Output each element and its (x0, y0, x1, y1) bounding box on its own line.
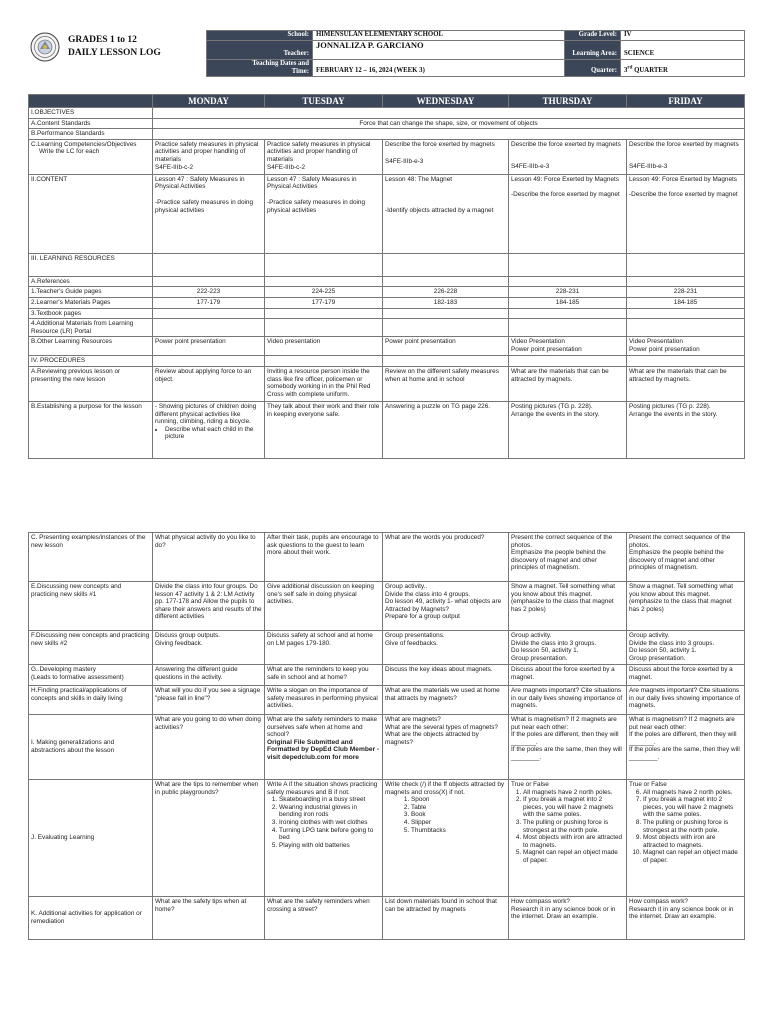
dates-value: FEBRUARY 12 – 16, 2024 (WEEK 3) (313, 59, 565, 76)
tg-pages-thursday: 228-231 (509, 287, 627, 298)
empty-cell (509, 253, 627, 276)
performance-standards-cell (153, 129, 745, 140)
evaluating-label: J. Evaluating Learning (29, 780, 153, 897)
table-row (29, 665, 745, 686)
empty-cell (627, 356, 745, 367)
content-standards-label: A.Content Standards (29, 118, 153, 129)
content-friday (627, 174, 745, 253)
tg-pages-monday: 222-223 (153, 287, 265, 298)
eval-item: 5. Thumbtacks (411, 827, 506, 835)
other-resources-wednesday: Power point presentation (383, 337, 509, 356)
empty-cell (383, 356, 509, 367)
applications-thursday: Are magnets important? Cite situations in our daily lives showing importance of magnets. (509, 686, 627, 715)
review-thursday: What are the materials that can be attracted by magnets. (509, 366, 627, 401)
eval-item: 3. Book (411, 811, 506, 819)
empty-cell (153, 356, 265, 367)
competencies-label-line2: Write the LC for each (39, 148, 100, 156)
learning-resources-label: III. LEARNING RESOURCES (29, 253, 153, 276)
grade-label: Grade Level: (565, 31, 621, 41)
table-row (29, 897, 745, 940)
evaluating-wednesday (383, 780, 509, 897)
eval-item: 4. Slipper (411, 819, 506, 827)
additional-materials-label: 4.Additional Materials from Learning Resource (LR) Portal (29, 319, 153, 337)
lm-pages-label: 2.Learner's Materials Pages (29, 297, 153, 308)
empty-cell (265, 308, 383, 319)
content-label: II.CONTENT (29, 174, 153, 253)
other-resources-friday: Video Presentation Power point presentation (627, 337, 745, 356)
empty-cell (627, 253, 745, 276)
applications-wednesday: What are the materials we used at home that attracts by magnets? (383, 686, 509, 715)
lesson-detail: -Describe the force exerted by magnet (511, 191, 620, 199)
eval-item: 4. Most objects with iron are attracted to magnets. (523, 834, 624, 849)
discuss1-wednesday: Group activity.. Divide the class into 4 groups. Do lesson 49, activity 1- what objects are Attracted by Magnets? Prepare for a group output (383, 582, 509, 631)
competencies-label (29, 139, 153, 174)
empty-cell (265, 319, 383, 337)
evaluating-friday (627, 780, 745, 897)
lesson-title: Lesson 47 : Safety Measures in Physical Activities (155, 175, 245, 191)
discuss1-label: E.Discussing new concepts and practicing new skills #1 (29, 582, 153, 631)
empty-cell (265, 276, 383, 287)
deped-seal-icon (30, 32, 60, 62)
tg-pages-label: 1.Teacher's Guide pages (29, 287, 153, 298)
other-resources-tuesday: Video presentation (265, 337, 383, 356)
lm-pages-monday: 177-179 (153, 297, 265, 308)
review-label: A.Reviewing previous lesson or presenting the new lesson (29, 366, 153, 401)
tg-pages-tuesday: 224-225 (265, 287, 383, 298)
table-row (29, 297, 745, 308)
school-label: School: (207, 31, 313, 41)
log-title: GRADES 1 to 12 (68, 35, 137, 45)
lesson-detail: -Describe the force exerted by magnet (629, 191, 738, 199)
eval-item: 4. Turning LPG tank before going to bed (279, 827, 380, 842)
lesson-detail: -Identify objects attracted by a magnet (385, 207, 494, 215)
mastery-monday: Answering the different guide questions in the activity. (153, 665, 265, 686)
competency-text: Practice safety measures in physical activities and proper handling of materials (267, 140, 371, 163)
additional-tuesday: What are the safety reminders when crossing a street? (265, 897, 383, 940)
area-label: Learning Area: (565, 40, 621, 59)
day-friday: FRIDAY (627, 95, 745, 108)
purpose-friday: Posting pictures (TG p. 228). Arrange the events in the story. (627, 401, 745, 458)
lesson-detail: -Practice safety measures in doing physical activities (155, 198, 254, 214)
empty-cell (509, 319, 627, 337)
discuss2-friday: Group activity. Divide the class into 3 groups. Do lesson 50, activity 1. Group presentation. (627, 631, 745, 665)
teacher-label: Teacher: (207, 40, 313, 59)
lesson-title: Lesson 49: Force Exerted by Magnets (629, 175, 737, 183)
eval-instructions: Write A if the situation shows practicing safety measures and B if not. (267, 781, 378, 796)
table-row (29, 308, 745, 319)
generalization-monday: What are you going to do when doing activities? (153, 715, 265, 780)
quarter-text: 3rd QUARTER (624, 65, 668, 74)
applications-monday: What will you do if you see a signage "please fall in line"? (153, 686, 265, 715)
competency-code: S4FE-IIIb-e-3 (629, 163, 668, 171)
school-value: HIMENSULAN ELEMENTARY SCHOOL (313, 31, 565, 41)
evaluating-monday: What are the tips to remember when in public playgrounds? (153, 780, 265, 897)
evaluating-thursday (509, 780, 627, 897)
dates-label-line1: Teaching Dates and (252, 59, 309, 67)
table-row (29, 108, 745, 119)
empty-cell (153, 308, 265, 319)
day-header-row (29, 95, 745, 108)
generalization-thursday: What is magnetism? If 2 magnets are put near each other: If the poles are different, then they will _______. If the poles are the same, then they will ________. (509, 715, 627, 780)
empty-cell (153, 253, 265, 276)
area-value: SCIENCE (621, 40, 745, 59)
mastery-tuesday: What are the reminders to keep you safe in school and at home? (265, 665, 383, 686)
content-thursday (509, 174, 627, 253)
lesson-title: Lesson 47 : Safety Measures in Physical Activities (267, 175, 357, 191)
competency-thursday (509, 139, 627, 174)
competency-code: S4FE-IIIb-c-2 (267, 163, 305, 171)
watermark-text: Original File Submitted and Formatted by DepEd Club Member - visit depedclub.com for more (267, 738, 380, 761)
table-row (29, 253, 745, 276)
empty-cell (509, 356, 627, 367)
lesson-title: Lesson 49: Force Exerted by Magnets (511, 175, 619, 183)
additional-wednesday: List down materials found in school that can be attracted by magnets (383, 897, 509, 940)
additional-label: K. Additional activities for application or remediation (29, 897, 153, 940)
objectives-label: I.OBJECTIVES (29, 108, 153, 119)
performance-standards-label: B.Performance Standards (29, 129, 153, 140)
day-monday: MONDAY (153, 95, 265, 108)
generalization-label: I. Making generalizations and abstractions about the lesson (29, 715, 153, 780)
applications-tuesday: Write a slogan on the importance of safety measures in performing physical activities. (265, 686, 383, 715)
day-header-blank (29, 95, 153, 108)
day-tuesday: TUESDAY (265, 95, 383, 108)
mastery-friday: Discuss about the force exerted by a magnet. (627, 665, 745, 686)
mastery-label: G..Developing mastery (Leads to formative assessment) (29, 665, 153, 686)
presenting-label: C. Presenting examples/instances of the new lesson (29, 533, 153, 582)
empty-cell (627, 276, 745, 287)
discuss1-monday: Divide the class into four groups. Do lesson 47 activity 1 & 2: LM Activity pp. 177-178 and Allow the pupils to share their answers and results of the different activities (153, 582, 265, 631)
lesson-log-table-part1 (28, 94, 745, 459)
competency-text: Describe the force exerted by magnets (385, 140, 495, 148)
eval-item: 2. If you break a magnet into 2 pieces, you will have 2 magnets with the same poles. (523, 796, 624, 819)
discuss2-wednesday: Group presentations. Give of feedbacks. (383, 631, 509, 665)
empty-cell (627, 319, 745, 337)
presenting-thursday: Present the correct sequence of the photos. Emphasize the people behind the discovery of magnet and other principles of magnetism. (509, 533, 627, 582)
dates-label-line2: Time: (291, 67, 309, 75)
content-wednesday (383, 174, 509, 253)
table-row (29, 533, 745, 582)
log-subtitle: DAILY LESSON LOG (68, 48, 161, 58)
discuss2-monday: Discuss group outputs. Giving feedback. (153, 631, 265, 665)
table-row (29, 337, 745, 356)
generalization-tuesday (265, 715, 383, 780)
table-row (29, 631, 745, 665)
references-label: A.References (29, 276, 153, 287)
purpose-thursday: Posting pictures (TG p. 228). Arrange the events in the story. (509, 401, 627, 458)
purpose-text: - Showing pictures of children doing different physical activities like running, climbing, riding a bicycle. (155, 402, 257, 426)
empty-cell (627, 308, 745, 319)
header-info-table (206, 30, 745, 77)
lm-pages-wednesday: 182-183 (383, 297, 509, 308)
table-row (29, 401, 745, 458)
eval-item: 6. All magnets have 2 north poles. (643, 789, 742, 797)
applications-friday: Are magnets important? Cite situations in our daily lives showing importance of magnets. (627, 686, 745, 715)
empty-cell (383, 319, 509, 337)
eval-item: 7. If you break a magnet into 2 pieces, you will have 2 magnets with the same poles. (643, 796, 742, 819)
competency-code: S4FE-IIIb-e-3 (511, 163, 550, 171)
eval-item: 1. Spoon (411, 796, 506, 804)
quarter-value (621, 59, 745, 76)
day-thursday: THURSDAY (509, 95, 627, 108)
empty-cell (383, 253, 509, 276)
lesson-detail: -Practice safety measures in doing physical activities (267, 198, 366, 214)
competency-friday (627, 139, 745, 174)
eval-item: 5. Magnet can repel an object made of paper. (523, 849, 624, 864)
eval-item: 2. Table (411, 804, 506, 812)
mastery-wednesday: Discuss the key ideas about magnets. (383, 665, 509, 686)
other-resources-monday: Power point presentation (153, 337, 265, 356)
empty-cell (265, 253, 383, 276)
purpose-label: B.Establishing a purpose for the lesson (29, 401, 153, 458)
table-row (29, 139, 745, 174)
grade-value: IV (621, 31, 745, 41)
table-row (29, 118, 745, 129)
eval-item: 1. All magnets have 2 north poles. (523, 789, 624, 797)
review-monday: Review about applying force to an object. (153, 366, 265, 401)
procedures-label: IV. PROCEDURES (29, 356, 153, 367)
day-wednesday: WEDNESDAY (383, 95, 509, 108)
generalization-text: What are the safety reminders to make ourselves safe when at home and school? (267, 716, 378, 739)
additional-thursday: How compass work? Research it in any science book or in the internet. Draw an example. (509, 897, 627, 940)
eval-item: 3. Ironing clothes with wet clothes (279, 819, 380, 827)
textbook-pages-label: 3.Textbook pages (29, 308, 153, 319)
discuss1-friday: Show a magnet. Tell something what you know about this magnet. (emphasize to the class that magnet has 2 poles) (627, 582, 745, 631)
empty-cell (509, 276, 627, 287)
discuss2-tuesday: Discuss safety at school and at home on LM pages 179-180. (265, 631, 383, 665)
competency-tuesday (265, 139, 383, 174)
applications-label: H.Finding practical/applications of concepts and skills in daily living (29, 686, 153, 715)
table-row (29, 287, 745, 298)
competency-text: Practice safety measures in physical activities and proper handling of materials (155, 140, 259, 163)
table-row (29, 366, 745, 401)
empty-cell (153, 276, 265, 287)
purpose-bullet: • Describe what each child in the picture (165, 426, 262, 441)
dates-label (207, 59, 313, 76)
eval-item: 9. Most objects with iron are attracted to magnets. (643, 834, 742, 849)
tg-pages-wednesday: 226-228 (383, 287, 509, 298)
table-row (29, 582, 745, 631)
quarter-label: Quarter: (565, 59, 621, 76)
empty-cell (383, 308, 509, 319)
tg-pages-friday: 228-231 (627, 287, 745, 298)
table-row (29, 129, 745, 140)
lm-pages-friday: 184-185 (627, 297, 745, 308)
eval-item: 2. Wearing industrial gloves in bending iron rods (279, 804, 380, 819)
review-wednesday: Review on the different safety measures when at home and in school (383, 366, 509, 401)
empty-cell (383, 276, 509, 287)
competency-text: Describe the force exerted by magnets (511, 140, 621, 148)
table-row (29, 276, 745, 287)
table-row (29, 356, 745, 367)
competency-text: Describe the force exerted by magnets (629, 140, 739, 148)
table-row (29, 319, 745, 337)
review-tuesday: Inviting a resource person inside the class like fire officer, policemen or somebody working in in the Phil Red Cross with complete uniform. (265, 366, 383, 401)
lm-pages-thursday: 184-185 (509, 297, 627, 308)
additional-monday: What are the safety tips when at home? (153, 897, 265, 940)
eval-item: 5. Playing with old batteries (279, 842, 380, 850)
eval-item: 1. Skateboarding in a busy street (279, 796, 380, 804)
empty-cell (509, 308, 627, 319)
lesson-title: Lesson 48: The Magnet (385, 175, 453, 183)
empty-cell (265, 356, 383, 367)
competency-code: S4FE-IIIb-c-2 (155, 163, 193, 171)
eval-instructions: True or False (511, 781, 549, 788)
purpose-monday (153, 401, 265, 458)
lm-pages-tuesday: 177-179 (265, 297, 383, 308)
table-row (29, 715, 745, 780)
presenting-monday: What physical activity do you like to do? (153, 533, 265, 582)
eval-instructions: True or False (629, 781, 667, 788)
presenting-friday: Present the correct sequence of the photos. Emphasize the people behind the discovery of magnet and other principles of magnetism. (627, 533, 745, 582)
other-resources-label: B.Other Learning Resources (29, 337, 153, 356)
eval-item: 3. The pulling or pushing force is strongest at the north pole. (523, 819, 624, 834)
competency-monday (153, 139, 265, 174)
competency-code: S4FE-IIIb-e-3 (385, 158, 424, 166)
discuss2-thursday: Group activity. Divide the class into 3 groups. Do lesson 50, activity 1. Group presentation. (509, 631, 627, 665)
purpose-tuesday: They talk about their work and their role in keeping everyone safe. (265, 401, 383, 458)
content-monday (153, 174, 265, 253)
presenting-tuesday: After their task, pupils are encourage to ask questions to the guest to learn more about their work. (265, 533, 383, 582)
discuss1-thursday: Show a magnet. Tell something what you know about this magnet. (emphasize to the class that magnet has 2 poles) (509, 582, 627, 631)
presenting-wednesday: What are the words you produced? (383, 533, 509, 582)
generalization-wednesday: What are magnets? What are the several types of magnets? What are the objects attracted by magnets? (383, 715, 509, 780)
competency-wednesday (383, 139, 509, 174)
content-tuesday (265, 174, 383, 253)
other-resources-thursday: Video Presentation Power point presentation (509, 337, 627, 356)
discuss2-label: F.Discussing new concepts and practicing new skills #2 (29, 631, 153, 665)
competencies-label-line1: C.Learning Competencies/Objectives (31, 140, 137, 148)
lesson-log-table-part2 (28, 532, 745, 940)
eval-item: 10. Magnet can repel an object made of paper. (643, 849, 742, 864)
additional-friday: How compass work? Research it in any science book or in the internet. Draw an example. (627, 897, 745, 940)
objectives-cell (153, 108, 745, 119)
teacher-value: JONNALIZA P. GARCIANO (313, 40, 565, 59)
discuss1-tuesday: Give additional discussion on keeping one's self safe in doing physical activities. (265, 582, 383, 631)
ordinal-suffix: rd (627, 65, 633, 71)
review-friday: What are the materials that can be attracted by magnets. (627, 366, 745, 401)
table-row (29, 780, 745, 897)
table-row (29, 686, 745, 715)
content-standards-text: Force that can change the shape, size, or movement of objects (153, 118, 745, 129)
evaluating-tuesday (265, 780, 383, 897)
mastery-thursday: Discuss about the force exerted by a magnet. (509, 665, 627, 686)
table-row (29, 174, 745, 253)
empty-cell (153, 319, 265, 337)
purpose-wednesday: Answering a puzzle on TG page 226. (383, 401, 509, 458)
eval-item: 8. The pulling or pushing force is strongest at the north pole. (643, 819, 742, 834)
generalization-friday: What is magnetism? If 2 magnets are put near each other: If the poles are different, then they will _______. If the poles are the same, then they will ________. (627, 715, 745, 780)
eval-instructions: Write check (/) if the ff objects attracted by magnets and cross(X) if not. (385, 781, 505, 796)
